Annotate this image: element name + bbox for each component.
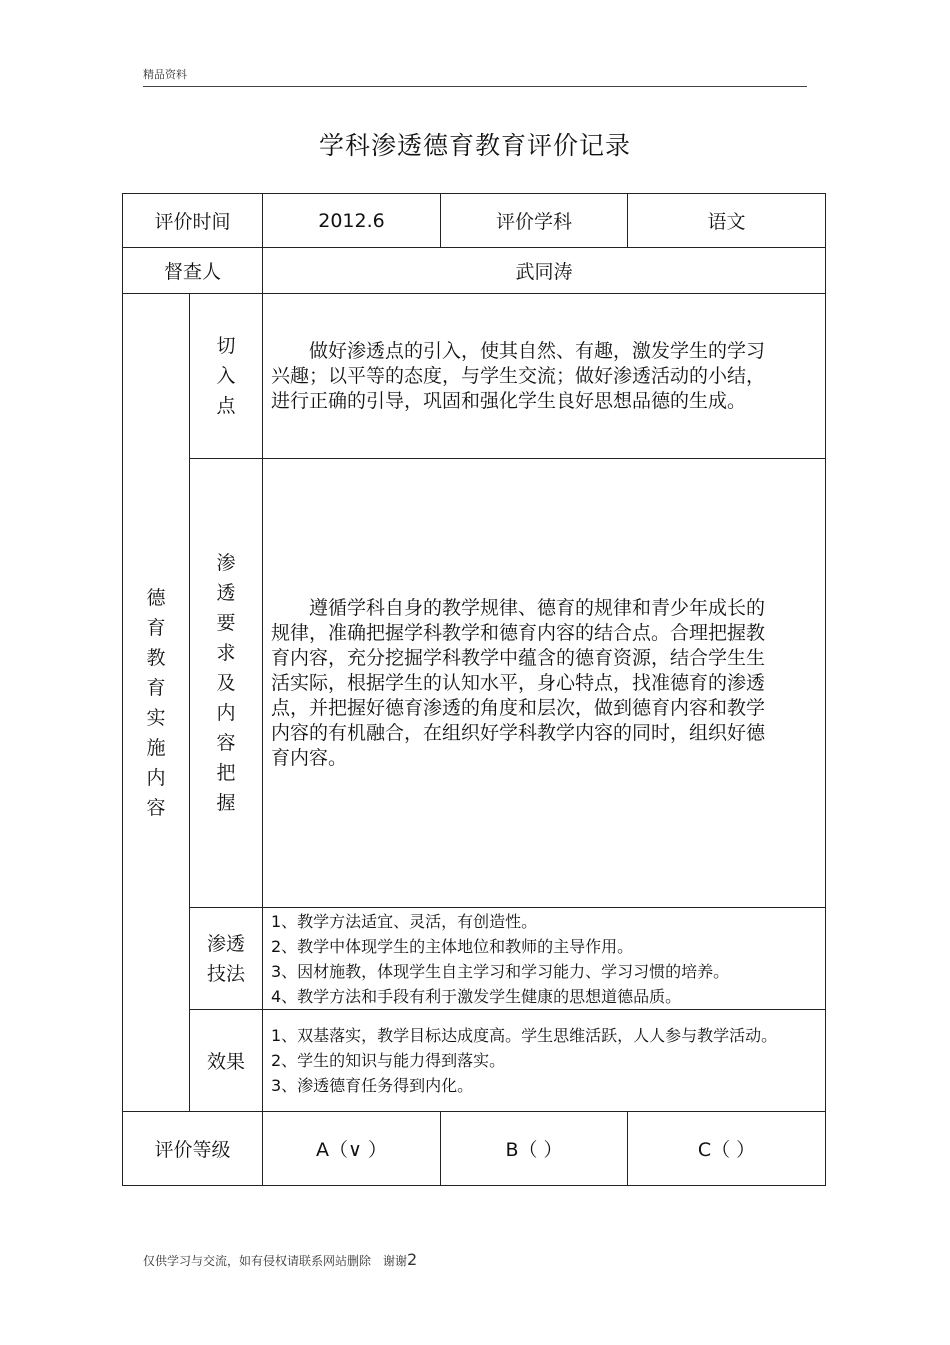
technique-label: 渗透技法	[190, 908, 263, 1010]
section-label: 德育教育实施内容	[123, 294, 190, 1112]
effect-list	[263, 1010, 826, 1112]
header-label: 精品资料	[143, 68, 187, 81]
evaluation-table	[122, 193, 826, 1186]
eval-time-value: 2012.6	[263, 194, 441, 248]
grade-b: B（ ）	[441, 1112, 628, 1186]
technique-list	[263, 908, 826, 1010]
entry-point-text: 做好渗透点的引入，使其自然、有趣，激发学生的学习兴趣；以平等的态度，与学生交流；做好渗透活动的小结，进行正确的引导，巩固和强化学生良好思想品德的生成。	[263, 294, 826, 459]
list-item: 2、学生的知识与能力得到落实。	[271, 1051, 506, 1070]
grade-label: 评价等级	[123, 1112, 263, 1186]
list-item: 2、教学中体现学生的主体地位和教师的主导作用。	[271, 936, 634, 956]
table-row	[123, 194, 826, 248]
eval-subject-value: 语文	[628, 194, 826, 248]
header-divider	[143, 86, 807, 87]
page-title: 学科渗透德育教育评价记录	[318, 131, 631, 160]
list-item: 3、因材施教，体现学生自主学习和学习能力、学习习惯的培养。	[271, 961, 730, 981]
requirements-label: 渗透要求及内容把握	[190, 459, 263, 908]
table-row	[123, 248, 826, 294]
list-item: 3、渗透德育任务得到内化。	[271, 1076, 474, 1095]
grade-a: A（∨ ）	[263, 1112, 441, 1186]
table-row	[123, 294, 826, 459]
supervisor-value: 武同涛	[263, 248, 826, 294]
list-item: 1、教学方法适宜、灵活，有创造性。	[271, 911, 538, 931]
list-item: 4、教学方法和手段有利于激发学生健康的思想道德品质。	[271, 986, 682, 1006]
requirements-text: 遵循学科自身的教学规律、德育的规律和青少年成长的规律，准确把握学科教学和德育内容的结合点。合理把握教育内容，充分挖掘学科教学中蕴含的德育资源，结合学生生活实际，根据学生的认知水平，身心特点，找准德育的渗透点，并把握好德育渗透的角度和层次，做到德育内容和教学内容的有机融合，在组织好学科教学内容的同时，组织好德育内容。	[263, 459, 826, 908]
entry-point-label: 切入点	[190, 294, 263, 459]
table-row	[123, 908, 826, 1010]
supervisor-label: 督查人	[123, 248, 263, 294]
table-row	[123, 1112, 826, 1186]
grade-c: C（ ）	[628, 1112, 826, 1186]
footer	[143, 1250, 417, 1269]
effect-label: 效果	[190, 1010, 263, 1112]
eval-subject-label: 评价学科	[441, 194, 628, 248]
eval-time-label: 评价时间	[123, 194, 263, 248]
page-number: 2	[407, 1250, 418, 1269]
list-item: 1、双基落实，教学目标达成度高。学生思维活跃，人人参与教学活动。	[271, 1026, 778, 1045]
table-row	[123, 1010, 826, 1112]
footer-text: 仅供学习与交流，如有侵权请联系网站删除 谢谢	[143, 1254, 408, 1268]
table-row	[123, 459, 826, 908]
